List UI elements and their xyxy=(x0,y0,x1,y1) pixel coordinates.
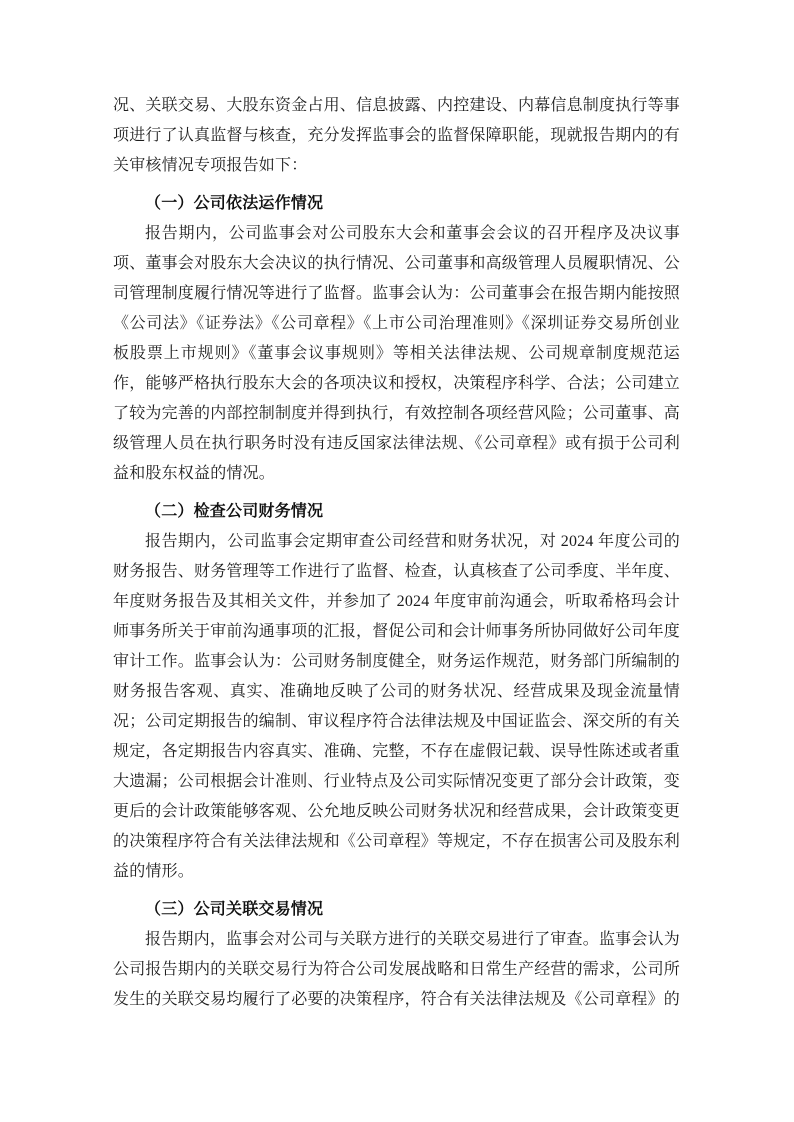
body-paragraph: 报告期内，监事会对公司与关联方进行的关联交易进行了审查。监事会认为公司报告期内的关联交易行为符合公司发展战略和日常生产经营的需求，公司所发生的关联交易均履行了必要的决策程序，符合有关法律法规及《公司章程》的 xyxy=(113,931,681,1008)
section-heading: （二）检查公司财务情况 xyxy=(145,503,324,520)
section-heading: （一）公司依法运作情况 xyxy=(145,195,324,212)
body-paragraph: 报告期内，公司监事会对公司股东大会和董事会会议的召开程序及决议事项、董事会对股东大会决议的执行情况、公司董事和高级管理人员履职情况、公司管理制度履行情况等进行了监督。监事会认为：公司董事会在报告期内能按照《公司法》《证券法》《公司章程》《上市公司治理准则》《深圳证券交易所创业板股票上市规则》《董事会议事规则》等相关法律法规、公司规章制度规范运作，能够严格执行股东大会的各项决议和授权，决策程序科学、合法；公司建立了较为完善的内部控制制度并得到执行，有效控制各项经营风险；公司董事、高级管理人员在执行职务时没有违反国家法律法规、《公司章程》或有损于公司利益和股东权益的情况。 xyxy=(113,225,681,482)
document-content xyxy=(113,91,680,1015)
body-paragraph: 况、关联交易、大股东资金占用、信息披露、内控建设、内幕信息制度执行等事项进行了认真监督与核查，充分发挥监事会的监督保障职能，现就报告期内的有关审核情况专项报告如下： xyxy=(113,97,681,174)
body-paragraph: 报告期内，公司监事会定期审查公司经营和财务状况，对 2024 年度公司的财务报告、财务管理等工作进行了监督、检查，认真核查了公司季度、半年度、年度财务报告及其相关文件，并参加了 2024 年度审前沟通会，听取希格玛会计师事务所关于审前沟通事项的汇报，督促公司和会计师事务所协同做好公司年度审计工作。监事会认为：公司财务制度健全，财务运作规范，财务部门所编制的财务报告客观、真实、准确地反映了公司的财务状况、经营成果及现金流量情况；公司定期报告的编制、审议程序符合法律法规及中国证监会、深交所的有关规定，各定期报告内容真实、准确、完整，不存在虚假记载、误导性陈述或者重大遗漏；公司根据会计准则、行业特点及公司实际情况变更了部分会计政策，变更后的会计政策能够客观、公允地反映公司财务状况和经营成果，会计政策变更的决策程序符合有关法律法规和《公司章程》等规定，不存在损害公司及股东利益的情形。 xyxy=(113,533,681,880)
section-heading: （三）公司关联交易情况 xyxy=(145,901,324,918)
